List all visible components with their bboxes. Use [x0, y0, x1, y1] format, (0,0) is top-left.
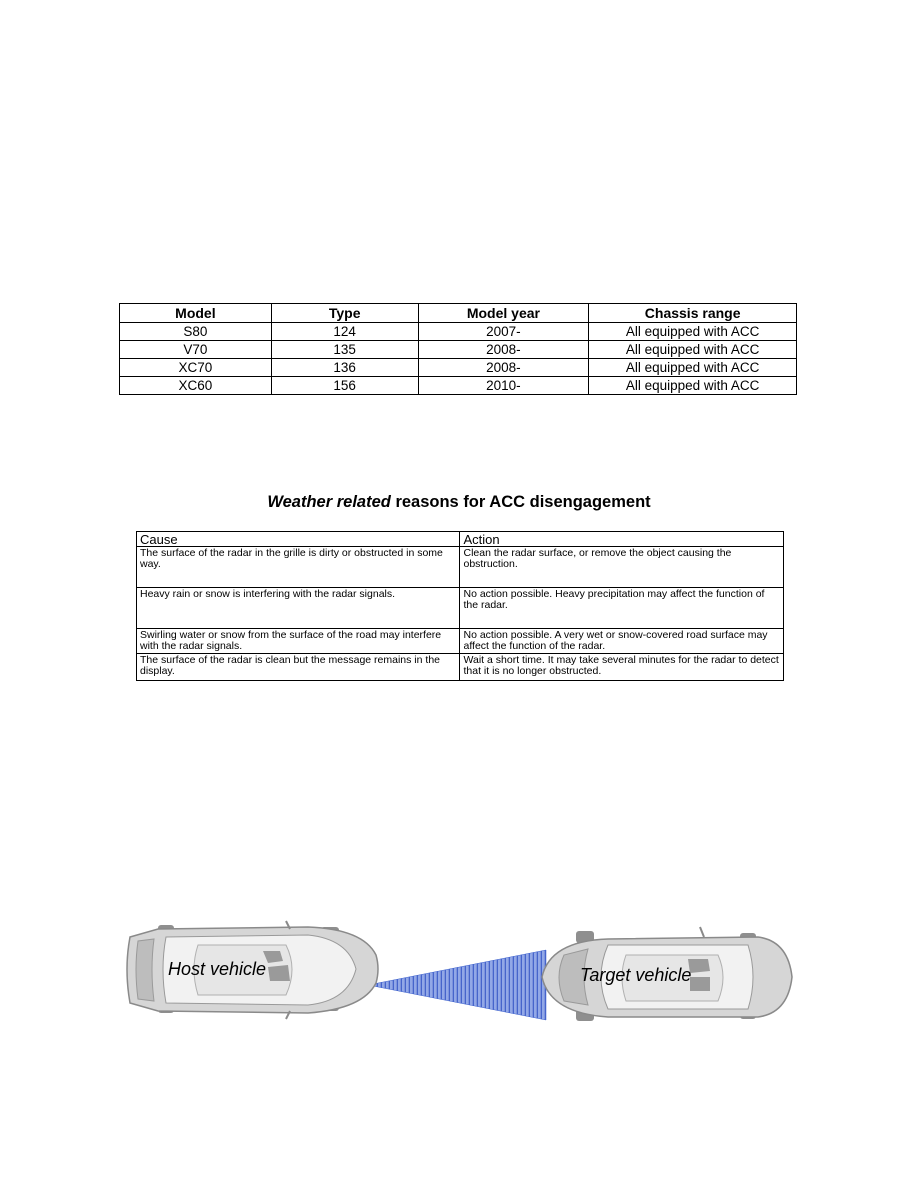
weather-section-title [0, 493, 918, 512]
cell-cause: The surface of the radar is clean but the message remains in the display. [137, 654, 460, 681]
cell-model: V70 [120, 341, 272, 359]
cell-cause: Heavy rain or snow is interfering with the radar signals. [137, 588, 460, 629]
weather-table-header-row [137, 532, 784, 547]
model-table-header-row [120, 304, 797, 323]
host-vehicle [127, 921, 378, 1019]
table-row [120, 377, 797, 395]
cell-model: S80 [120, 323, 272, 341]
model-table [119, 303, 797, 395]
table-row [137, 629, 784, 654]
cell-action: Clean the radar surface, or remove the object causing the obstruction. [460, 547, 784, 588]
target-vehicle [542, 927, 792, 1021]
target-vehicle-label: Target vehicle [580, 965, 692, 985]
table-row [120, 341, 797, 359]
radar-beam [368, 950, 546, 1020]
cell-chassis-range: All equipped with ACC [589, 359, 797, 377]
cell-chassis-range: All equipped with ACC [589, 377, 797, 395]
cell-action: No action possible. Heavy precipitation may affect the function of the radar. [460, 588, 784, 629]
weather-table [136, 531, 784, 681]
cell-chassis-range: All equipped with ACC [589, 323, 797, 341]
table-row [137, 547, 784, 588]
cell-action: Wait a short time. It may take several minutes for the radar to detect that it is no longer obstructed. [460, 654, 784, 681]
cell-model-year: 2010- [418, 377, 589, 395]
header-model-year: Model year [418, 304, 589, 323]
cell-model: XC70 [120, 359, 272, 377]
table-row [137, 654, 784, 681]
cell-cause: The surface of the radar in the grille is dirty or obstructed in some way. [137, 547, 460, 588]
header-model: Model [120, 304, 272, 323]
cell-model: XC60 [120, 377, 272, 395]
cell-model-year: 2007- [418, 323, 589, 341]
cell-type: 136 [271, 359, 418, 377]
title-rest: reasons for ACC disengagement [390, 493, 651, 511]
title-emphasis: Weather related [267, 493, 391, 511]
cell-type: 135 [271, 341, 418, 359]
header-type: Type [271, 304, 418, 323]
cell-type: 156 [271, 377, 418, 395]
header-cause: Cause [137, 532, 460, 547]
header-chassis-range: Chassis range [589, 304, 797, 323]
table-row [120, 323, 797, 341]
cell-model-year: 2008- [418, 359, 589, 377]
table-row [137, 588, 784, 629]
acc-radar-illustration [118, 915, 800, 1030]
cell-cause: Swirling water or snow from the surface of the road may interfere with the radar signals. [137, 629, 460, 654]
cell-chassis-range: All equipped with ACC [589, 341, 797, 359]
host-vehicle-label: Host vehicle [168, 959, 267, 979]
header-action: Action [460, 532, 784, 547]
cell-type: 124 [271, 323, 418, 341]
cell-action: No action possible. A very wet or snow-covered road surface may affect the function of the radar. [460, 629, 784, 654]
cell-model-year: 2008- [418, 341, 589, 359]
table-row [120, 359, 797, 377]
